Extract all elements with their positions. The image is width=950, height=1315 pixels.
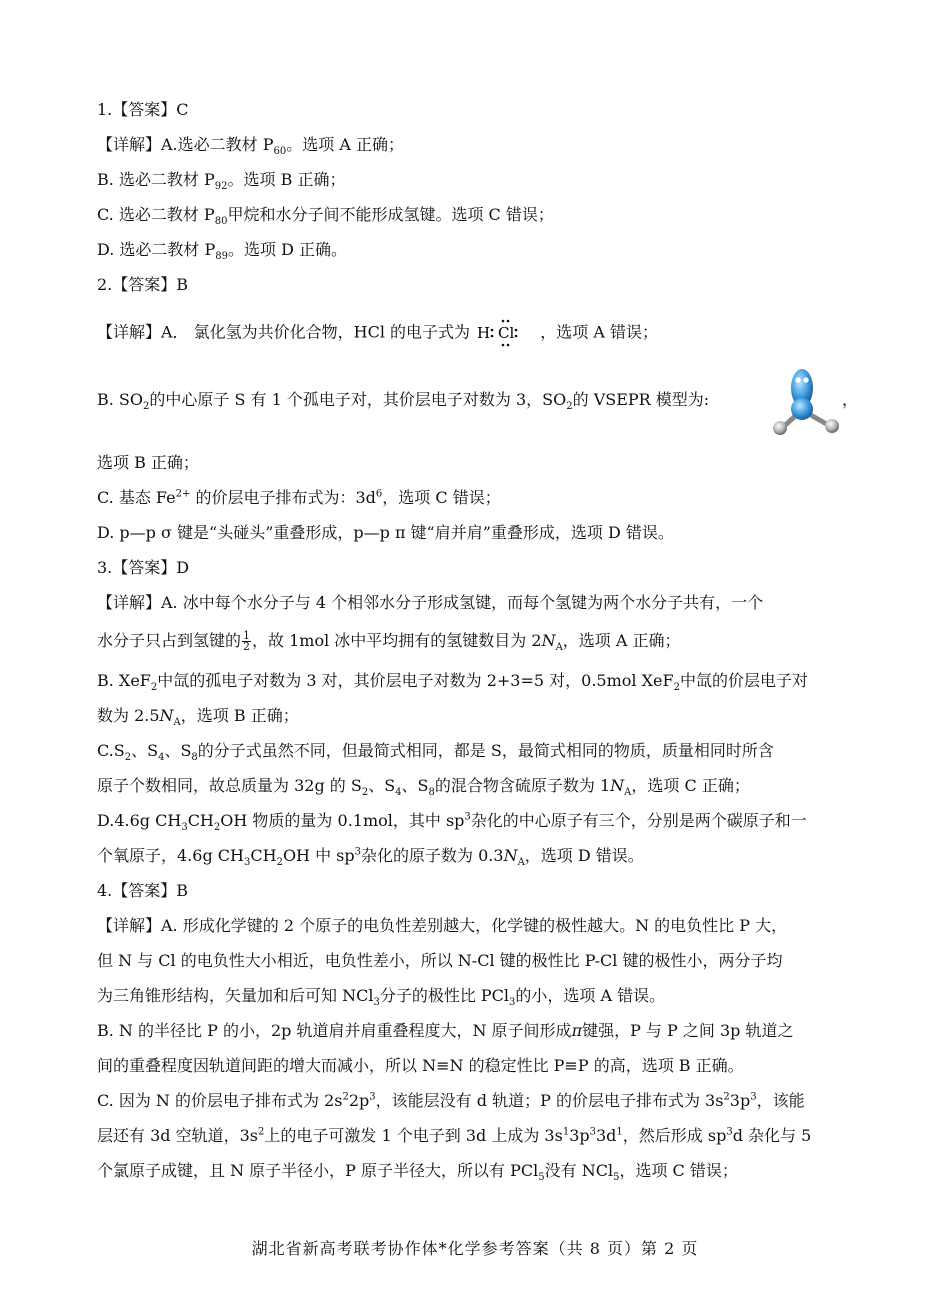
q3-detail-b1: B. XeF$_2$中氙的孤电子对数为 3 对，其价层电子对数为 2+3=5 对，0.5mol XeF$_2$中氙的价层电子对	[97, 671, 808, 694]
hcl-lewis-structure	[475, 318, 535, 348]
q1-detail-c: C. 选必二教材 $P_{80}$甲烷和水分子间不能形成氢键。选项 C 错误；	[97, 205, 554, 228]
q2-detail-a: 【详解】A． 氯化氢为共价化合物，HCl 的电子式为 H Cl ，选项 A 错误；	[97, 318, 857, 348]
q3-detail-d2: 个氧原子，4.6g $CH_3CH_2OH$ 中 $sp^3$杂化的原子数为 $0.3N_A$，选项 D 错误。	[97, 846, 644, 869]
q3-answer: 3.【答案】D	[97, 558, 190, 577]
q3-detail-c2: 原子个数相同，故总质量为 32g 的 $S_2$、$S_4$、$S_8$的混合物含硫原子数为 $1N_A$，选项 C 正确；	[97, 776, 750, 799]
q3-detail-c1: $C.S_2$、$S_4$、$S_8$的分子式虽然不同，但最简式相同，都是 S，最简式相同的物质，质量相同时所含	[97, 741, 774, 764]
q3-detail-d1: D.4.6g $CH_3CH_2OH$ 物质的量为 0.1mol，其中 $sp^3$杂化的中心原子有三个，分别是两个碳原子和一	[97, 811, 807, 834]
q4-detail-a1: 【详解】A. 形成化学键的 2 个原子的电负性差别越大，化学键的极性越大。N 的电负性比 P 大，	[97, 916, 788, 935]
q4-detail-c2: 层还有 3d 空轨道，$3s^2$上的电子可激发 1 个电子到 3d 上成为 $3s^13p^33d^1$，然后形成 $sp^3d$ 杂化与 5	[97, 1126, 812, 1145]
q2-detail-c: C. 基态 $Fe^{2+}$ 的价层电子排布式为：$3d^6$，选项 C 错误；	[97, 488, 501, 507]
page-footer: 湖北省新高考联考协作体*化学参考答案（共 8 页）第 2 页	[251, 1239, 699, 1258]
q1-detail-d: D. 选必二教材 $P_{89}$。选项 D 正确。	[97, 240, 348, 263]
q2-detail-d: D. p—p σ 键是“头碰头”重叠形成，p—p π 键“肩并肩”重叠形成，选项 D 错误。	[97, 523, 674, 542]
q3-detail-b2: 数为 $2.5N_A$，选项 B 正确；	[97, 706, 299, 729]
q4-detail-b1: B. N 的半径比 P 的小，2p 轨道肩并肩重叠程度大，N 原子间形成π键强，P 与 P 之间 3p 轨道之	[97, 1021, 794, 1040]
q2-detail-b-cont: 选项 B 正确；	[97, 453, 199, 472]
q1-detail-b: B. 选必二教材 $P_{92}$。选项 B 正确；	[97, 170, 346, 193]
q2-comma: ，	[842, 390, 859, 409]
fraction-half: $\frac{1}{2}$	[243, 629, 251, 653]
q4-detail-b2: 间的重叠程度因轨道间距的增大而减小，所以 N≡N 的稳定性比 P≡P 的高，选项 B 正确。	[97, 1056, 744, 1075]
q4-detail-c3: 个氯原子成键，且 N 原子半径小，P 原子半径大，所以有 PCl$_5$没有 NCl$_5$，选项 C 错误；	[97, 1161, 738, 1184]
svg-text:H: H	[477, 324, 491, 342]
q2-answer: 2.【答案】B	[97, 275, 189, 294]
so2-vsepr-model-image	[760, 364, 856, 436]
q4-detail-a2: 但 N 与 Cl 的电负性大小相近，电负性差小，所以 N-Cl 键的极性比 P-Cl 键的极性小，两分子均	[97, 951, 783, 970]
svg-text:Cl: Cl	[498, 324, 515, 342]
q1-answer: 1.【答案】C	[97, 100, 189, 119]
q4-answer: 4.【答案】B	[97, 881, 189, 900]
q3-detail-a1: 【详解】A. 冰中每个水分子与 4 个相邻水分子形成氢键，而每个氢键为两个水分子共有，一个	[97, 593, 764, 612]
q1-detail-a: 【详解】A.选必二教材 $P_{60}$。选项 A 正确；	[97, 135, 404, 158]
q2-detail-b: B. $SO_2$的中心原子 S 有 1 个孤电子对，其价层电子对数为 3，$SO_2$的 VSEPR 模型为:	[97, 390, 710, 413]
q4-detail-a3: 为三角锥形结构，矢量加和后可知 NCl$_3$分子的极性比 PCl$_3$的小，选项 A 错误。	[97, 986, 666, 1009]
q3-detail-a2: 水分子只占到氢键的 $\frac{1}{2}$ ，故 1mol 冰中平均拥有的氢键数目为 $2N_A$，选项 A 正确；	[97, 629, 681, 654]
q4-detail-c1: C. 因为 N 的价层电子排布式为 $2s^22p^3$，该能层没有 d 轨道；P 的价层电子排布式为 $3s^23p^3$，该能	[97, 1091, 805, 1110]
